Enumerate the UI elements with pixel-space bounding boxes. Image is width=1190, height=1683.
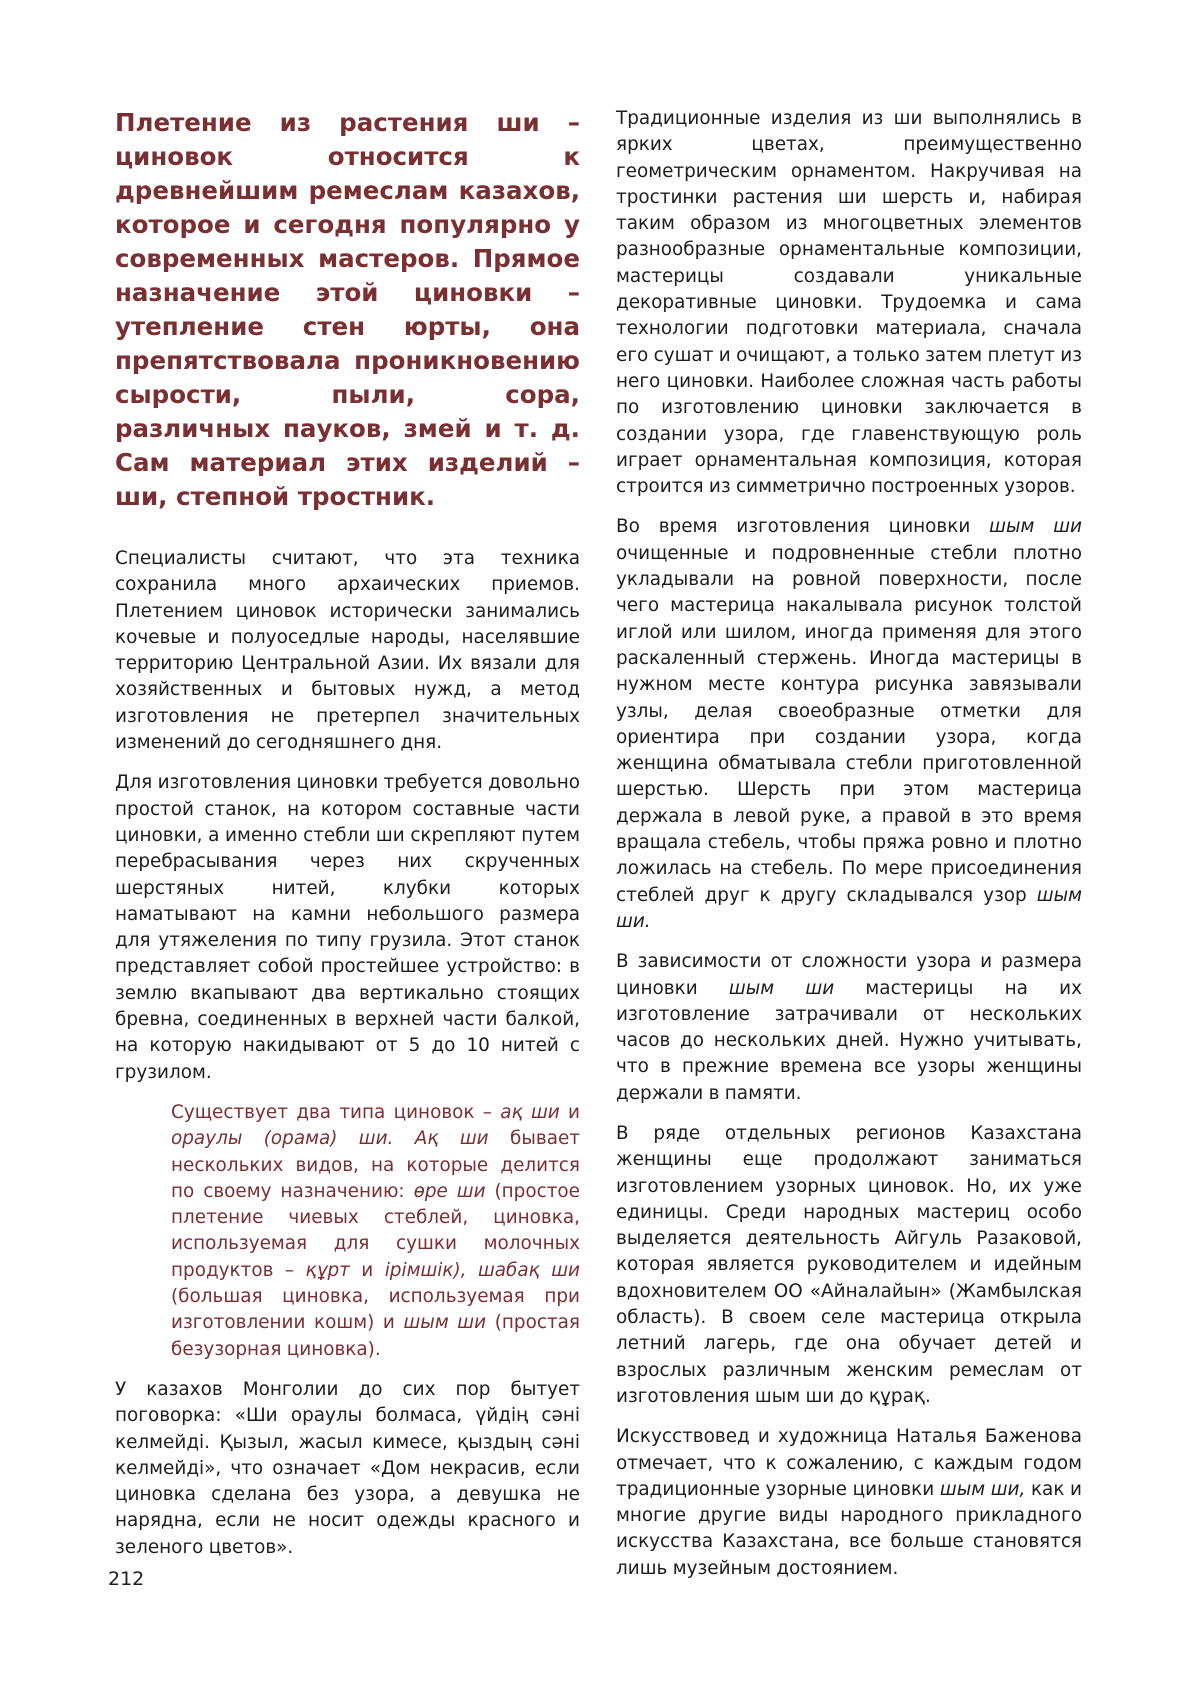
term-shym-shi: шым ши. bbox=[616, 884, 1082, 932]
quote-text: и bbox=[559, 1101, 580, 1123]
body-paragraph-masters-today: В ряде отдельных регионов Казахстана женщины еще продолжают заниматься изготовлением узорных циновок. Но, их уже единицы. Среди народных мастериц особо выделяется деятельность Айгуль Разаковой, которая является руководителем и идейным вдохновителем ОО «Айналайын» (Жамбылская область). В своем селе мастерица открыла летний лагерь, где она обучает детей и взрослых различным женским ремеслам от изготовления шым ши до құрақ. bbox=[616, 1122, 1082, 1407]
page-number: 212 bbox=[108, 1568, 145, 1590]
quote-text bbox=[467, 1260, 478, 1281]
term-ore-shi: өре ши bbox=[413, 1180, 486, 1202]
paragraph-text: как и многие другие виды народного прикладного искусства Казахстана, все больше становятся лишь музейным достоянием. bbox=[616, 1478, 1082, 1579]
term-shym-shi: шым ши bbox=[403, 1312, 487, 1334]
paragraph-text: очищенные и подровненные стебли плотно укладывали на ровной поверхности, после чего мастерица накалывала рисунок толстой иглой или шилом, иногда применяя для этого раскаленный стержень. Иногда мастерицы в нужном месте контура рисунка завязывали узлы, делая своеобразные отметки для ориентира при создании узора, когда женщина обматывала стебли приготовленной шерстью. Шерсть при этом мастерица держала в левой руке, а правой в это время вращала стебель, чтобы пряжа ровно и плотно ложилась на стебель. По мере присоединения стеблей друг к другу складывался узор bbox=[616, 542, 1082, 906]
quote-text: Существует два типа циновок – bbox=[171, 1101, 501, 1123]
term-shym-shi: шым ши bbox=[728, 977, 835, 999]
quote-paragraph-mat-types bbox=[171, 1100, 580, 1363]
term-ak-shi: ақ ши bbox=[500, 1101, 560, 1123]
term-kurt: құрт bbox=[305, 1259, 350, 1281]
body-paragraph-museum-heritage bbox=[616, 1424, 1082, 1582]
term-oraulu-shi: ораулы (орама) ши. bbox=[171, 1128, 394, 1150]
term-shym-shi: шым ши, bbox=[939, 1478, 1026, 1500]
quote-text: (простое плетение чиевых стеблей, циновка, используемая для сушки молочных продуктов – bbox=[171, 1180, 580, 1281]
body-paragraph-loom: Для изготовления циновки требуется довольно простой станок, на котором составные части циновки, а именно стебли ши скрепляют путем перебрасывания через них скрученных шерстяных нитей, клубки которых наматывают на камни небольшого размера для утяжеления по типу грузила. Этот станок представляет собой простейшее устройство: в землю вкапывают два вертикально стоящих бревна, соединенных в верхней части балкой, на которую накидывают от 5 до 10 нитей с грузилом. bbox=[115, 772, 580, 1083]
right-column bbox=[616, 106, 1082, 1596]
quote-text bbox=[393, 1128, 414, 1149]
quote-text: (простая безузорная циновка). bbox=[171, 1312, 580, 1360]
body-paragraph-making-process bbox=[616, 514, 1082, 935]
body-paragraph-techniques: Специалисты считают, что эта техника сохранила много архаических приемов. Плетением циновок исторически занимались кочевые и полуоседлые народы, населявшие территорию Центральной Азии. Их вязали для хозяйственных и бытовых нужд, а метод изготовления не претерпел значительных изменений до сегодняшнего дня. bbox=[115, 548, 580, 754]
body-paragraph-traditional-items: Традиционные изделия из ши выполнялись в ярких цветах, преимущественно геометрическим орнаментом. Накручивая на тростинки растения ши шерсть и, набирая таким образом из многоцветных элементов разнообразные орнаментальные композиции, мастерицы создавали уникальные декоративные циновки. Трудоемка и сама технологии подготовки материала, сначала его сушат и очищают, а только затем плетут из него циновки. Наиболее сложная часть работы по изготовлению циновки заключается в создании узора, где главенствующую роль играет орнаментальная композиция, которая строится из симметрично построенных узоров. bbox=[616, 108, 1082, 498]
quote-text: бывает нескольких видов, на которые делится по своему назначению: bbox=[171, 1128, 580, 1202]
left-column bbox=[115, 106, 580, 1575]
body-paragraph-proverb: У казахов Монголии до сих пор бытует поговорка: «Ши ораулы болмаса, үйдің сәні келмейді. Қызыл, жасыл кимесе, қыздың сәні келмейді», что означает «Дом некрасив, если циновка сделана без узора, а девушка не нарядна, если не носит одежды красного и зеленого цветов». bbox=[115, 1378, 580, 1558]
term-shabak-shi: шабақ ши bbox=[477, 1259, 580, 1281]
body-paragraph-duration bbox=[616, 949, 1082, 1107]
term-irimshik: ірімшік), bbox=[384, 1259, 467, 1281]
term-ak-shi: Ақ ши bbox=[414, 1128, 489, 1150]
quote-text: и bbox=[349, 1259, 385, 1281]
paragraph-text: В зависимости от сложности узора и размера циновки bbox=[616, 951, 1082, 999]
lead-paragraph: Плетение из растения ши – циновок относится к древнейшим ремеслам казахов, которое и сегодня популярно у современных мастеров. Прямое назначение этой циновки – утепление стен юрты, она препятствовала проникновению сырости, пыли, сора, различных пауков, змей и т. д. Сам материал этих изделий – ши, степной тростник. bbox=[115, 108, 580, 511]
quote-text: (большая циновка, используемая при изготовлении кошм) и bbox=[171, 1286, 580, 1334]
paragraph-text: Во время изготовления циновки bbox=[616, 516, 990, 538]
paragraph-text: мастерицы на их изготовление затрачивали от нескольких часов до нескольких дней. Нужно учитывать, что в прежние времена все узоры женщины держали в памяти. bbox=[616, 977, 1082, 1104]
paragraph-text: Искусствовед и художница Наталья Баженова отмечает, что к сожалению, с каждым годом традиционные узорные циновки bbox=[616, 1426, 1082, 1500]
term-shym-shi: шым ши bbox=[989, 516, 1082, 538]
